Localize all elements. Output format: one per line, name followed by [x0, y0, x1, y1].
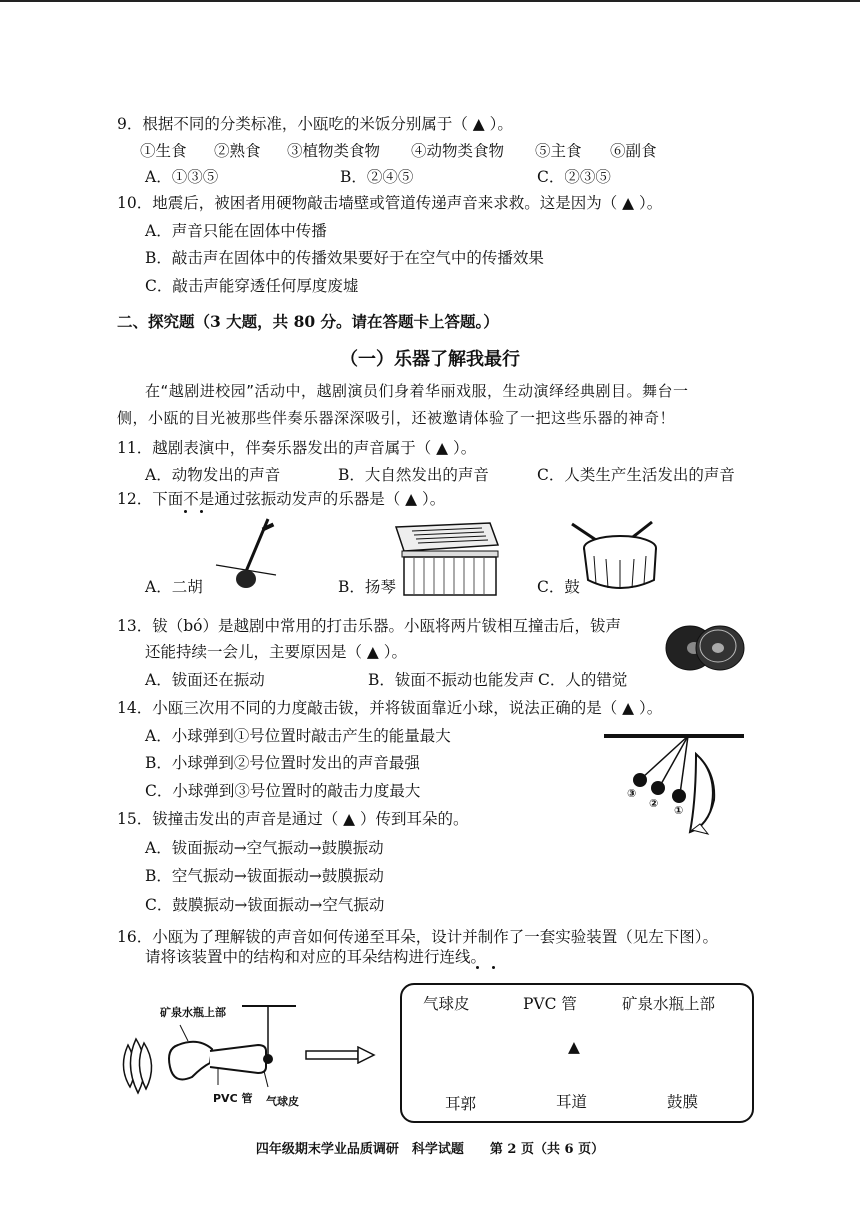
- q14-option-a: A．小球弹到①号位置时敲击产生的能量最大: [145, 727, 451, 745]
- q11-stem: 11．越剧表演中，伴奏乐器发出的声音属于（ ▲ ）。: [117, 439, 477, 457]
- drum-image: [568, 518, 660, 594]
- right-arrow-icon: [304, 1046, 376, 1064]
- story-line: 侧，小瓯的目光被那些伴奏乐器深深吸引，还被邀请体验了一把这些乐器的神奇！: [117, 409, 676, 427]
- q9-stem: 9．根据不同的分类标准，小瓯吃的米饭分别属于（ ▲ ）。: [117, 115, 513, 133]
- match-bottom-item[interactable]: 耳道: [556, 1093, 588, 1111]
- q13-option-a: A．钹面还在振动: [145, 671, 265, 689]
- page-top-border: [0, 0, 860, 2]
- emphasis-dot: [492, 966, 495, 969]
- q12-option-b: B．扬琴: [338, 578, 396, 596]
- bottle-top-label: 矿泉水瓶上部: [160, 1006, 226, 1019]
- q12-option-a: A．二胡: [145, 578, 203, 596]
- emphasis-dot: [200, 510, 203, 513]
- q9-item: ④动物类食物: [411, 142, 505, 160]
- story-line: 在“越剧进校园”活动中，越剧演员们身着华丽戏服，生动演绎经典剧目。舞台一: [145, 382, 689, 400]
- q15-option-a: A．钹面振动→空气振动→鼓膜振动: [145, 839, 384, 857]
- page-footer: 四年级期末学业品质调研 科学试题 第 2 页（共 6 页）: [255, 1142, 605, 1157]
- q14-stem: 14．小瓯三次用不同的力度敲击钹，并将钹面靠近小球，说法正确的是（ ▲ ）。: [117, 699, 663, 717]
- q11-option-a: A．动物发出的声音: [145, 466, 281, 484]
- section-title: 二、探究题（3 大题，共 80 分。请在答题卡上答题。）: [117, 312, 499, 331]
- q9-option-c: C．②③⑤: [537, 168, 611, 186]
- match-top-item[interactable]: 气球皮: [423, 995, 470, 1013]
- q11-option-c: C．人类生产生活发出的声音: [537, 466, 735, 484]
- yangqin-image: [392, 517, 502, 599]
- match-bottom-item[interactable]: 鼓膜: [667, 1093, 699, 1111]
- q13-option-c: C．人的错觉: [538, 671, 628, 689]
- q9-option-a: A．①③⑤: [145, 168, 219, 186]
- q9-item: ①生食: [140, 142, 187, 160]
- q15-option-b: B．空气振动→钹面振动→鼓膜振动: [145, 867, 384, 885]
- erhu-image: [206, 515, 286, 595]
- q10-option-a: A．声音只能在固体中传播: [145, 222, 327, 240]
- q14-option-b: B．小球弹到②号位置时发出的声音最强: [145, 754, 420, 772]
- answer-mark: ▲: [568, 1038, 580, 1056]
- q12-option-c: C．鼓: [537, 578, 580, 596]
- balloon-label: 气球皮: [266, 1095, 299, 1108]
- q12-stem: 12．下面不是通过弦振动发声的乐器是（ ▲ ）。: [117, 490, 446, 508]
- part-title: （一）乐器了解我最行: [340, 349, 520, 370]
- q10-stem: 10．地震后，被困者用硬物敲击墙壁或管道传递声音来求救。这是因为（ ▲ ）。: [117, 194, 663, 212]
- cymbals-image: [662, 618, 748, 674]
- q9-option-b: B．②④⑤: [340, 168, 414, 186]
- q14-option-c: C．小球弹到③号位置时的敲击力度最大: [145, 782, 421, 800]
- q11-option-b: B．大自然发出的声音: [338, 466, 489, 484]
- emphasis-dot: [184, 510, 187, 513]
- q15-option-c: C．鼓膜振动→钹面振动→空气振动: [145, 896, 385, 914]
- q13-stem-continued: 还能持续一会儿，主要原因是（ ▲ ）。: [145, 643, 408, 661]
- emphasis-dot: [476, 966, 479, 969]
- position-label: ②: [649, 797, 659, 810]
- q10-option-c: C．敲击声能穿透任何厚度废墟: [145, 277, 359, 295]
- position-label: ③: [627, 787, 637, 800]
- q9-item: ③植物类食物: [287, 142, 381, 160]
- q9-item: ②熟食: [214, 142, 261, 160]
- q16-stem: 16．小瓯为了理解钹的声音如何传递至耳朵，设计并制作了一套实验装置（见左下图）。: [117, 928, 718, 946]
- q15-stem: 15．钹撞击发出的声音是通过（ ▲ ）传到耳朵的。: [117, 810, 469, 828]
- q10-option-b: B．敲击声在固体中的传播效果要好于在空气中的传播效果: [145, 249, 544, 267]
- match-top-item[interactable]: PVC 管: [523, 995, 577, 1013]
- match-bottom-item[interactable]: 耳郭: [445, 1095, 477, 1113]
- q9-item: ⑥副食: [610, 142, 657, 160]
- match-top-item[interactable]: 矿泉水瓶上部: [622, 995, 716, 1013]
- position-label: ①: [674, 804, 684, 817]
- q9-item: ⑤主食: [535, 142, 582, 160]
- q16-stem-continued: 请将该装置中的结构和对应的耳朵结构进行连线。: [145, 948, 487, 966]
- pvc-label: PVC 管: [213, 1092, 253, 1105]
- q13-option-b: B．钹面不振动也能发声: [368, 671, 535, 689]
- q13-stem: 13．钹（bó）是越剧中常用的打击乐器。小瓯将两片钹相互撞击后，钹声: [117, 617, 621, 635]
- pendulum-cymbal-figure: [604, 730, 746, 838]
